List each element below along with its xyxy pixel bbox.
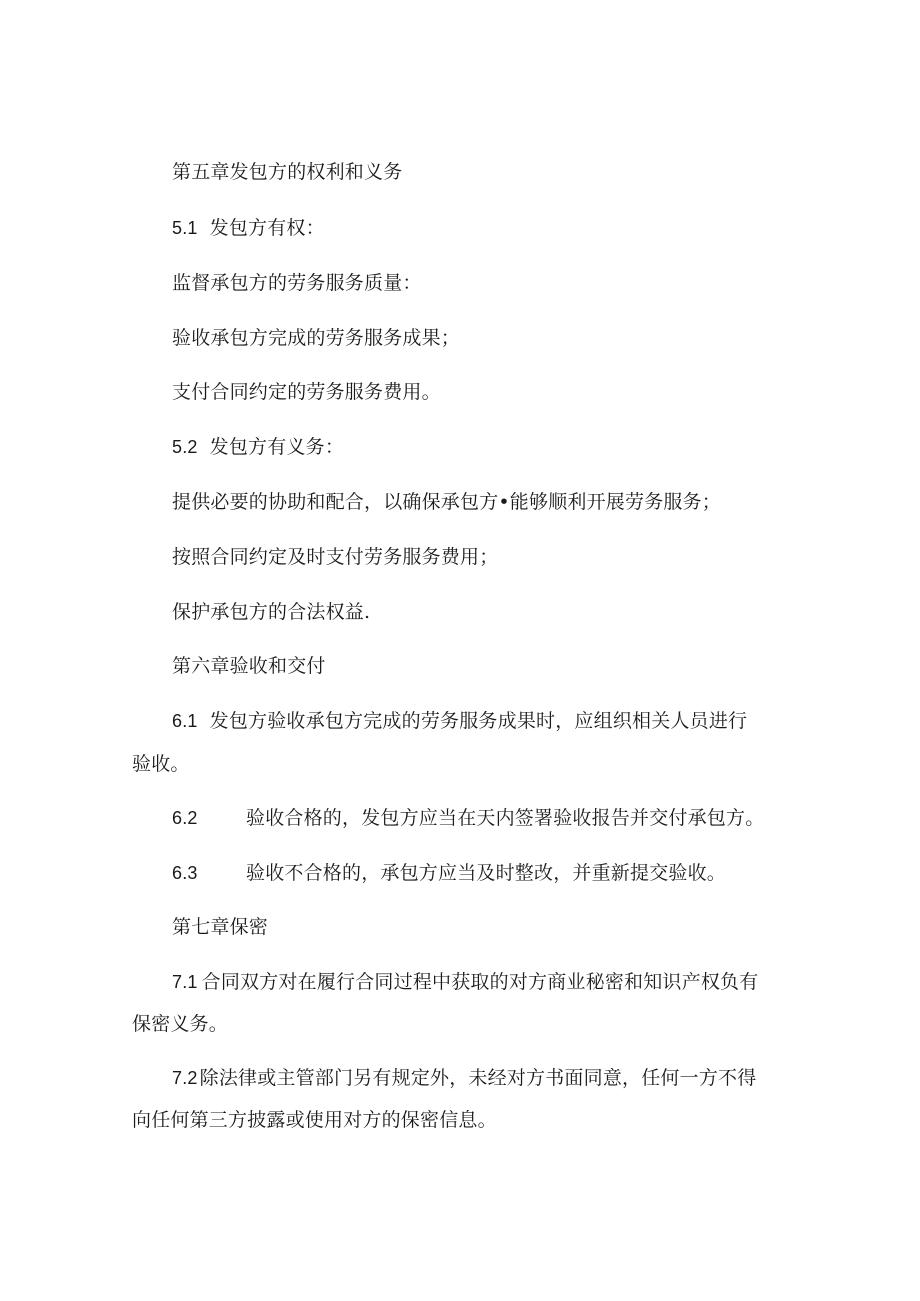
section-number: 6.1	[172, 711, 198, 731]
section-text: 验收合格的，发包方应当在天内签署验收报告并交付承包方。	[246, 807, 765, 829]
section-text: 验收不合格的，承包方应当及时整改，并重新提交验收。	[246, 862, 727, 884]
section-number: 6.3	[172, 863, 198, 883]
section-number: 5.1	[172, 218, 198, 238]
section-6-1	[172, 709, 747, 733]
right-item-3: 支付合同约定的劳务服务费用。	[172, 381, 441, 403]
section-7-2-continuation: 向任何第三方披露或使用对方的保密信息。	[132, 1109, 497, 1131]
duty-item-1: 提供必要的协助和配合，以确保承包方•能够顺利开展劳务服务；	[172, 491, 722, 513]
section-text: 除法律或主管部门另有规定外，未经对方书面同意，任何一方不得	[199, 1067, 757, 1089]
section-number: 7.2	[172, 1068, 198, 1088]
section-text: 合同双方对在履行合同过程中获取的对方商业秘密和知识产权负有	[201, 971, 759, 993]
section-text: 发包方验收承包方完成的劳务服务成果时，应组织相关人员进行	[209, 710, 748, 732]
section-number: 5.2	[172, 437, 198, 457]
section-7-1-continuation: 保密义务。	[132, 1013, 229, 1035]
section-6-1-continuation: 验收。	[132, 753, 190, 775]
section-text: 发包方有义务：	[209, 436, 345, 458]
section-6-2	[172, 806, 764, 830]
section-text: 发包方有权：	[209, 217, 325, 239]
chapter6-heading: 第六章验收和交付	[172, 655, 326, 677]
right-item-2: 验收承包方完成的劳务服务成果；	[172, 327, 461, 349]
duty-item-2: 按照合同约定及时支付劳务服务费用；	[172, 546, 499, 568]
right-item-1: 监督承包方的劳务服务质量：	[172, 272, 422, 294]
section-7-1	[172, 970, 758, 994]
section-number: 7.1	[172, 972, 198, 992]
chapter7-heading: 第七章保密	[172, 916, 269, 938]
section-6-3	[172, 861, 726, 885]
chapter5-heading: 第五章发包方的权利和义务	[172, 161, 403, 183]
section-number: 6.2	[172, 808, 198, 828]
duty-item-3: 保护承包方的合法权益.	[172, 601, 371, 623]
section-5-2	[172, 435, 344, 459]
section-7-2	[172, 1066, 756, 1090]
section-5-1	[172, 216, 325, 240]
